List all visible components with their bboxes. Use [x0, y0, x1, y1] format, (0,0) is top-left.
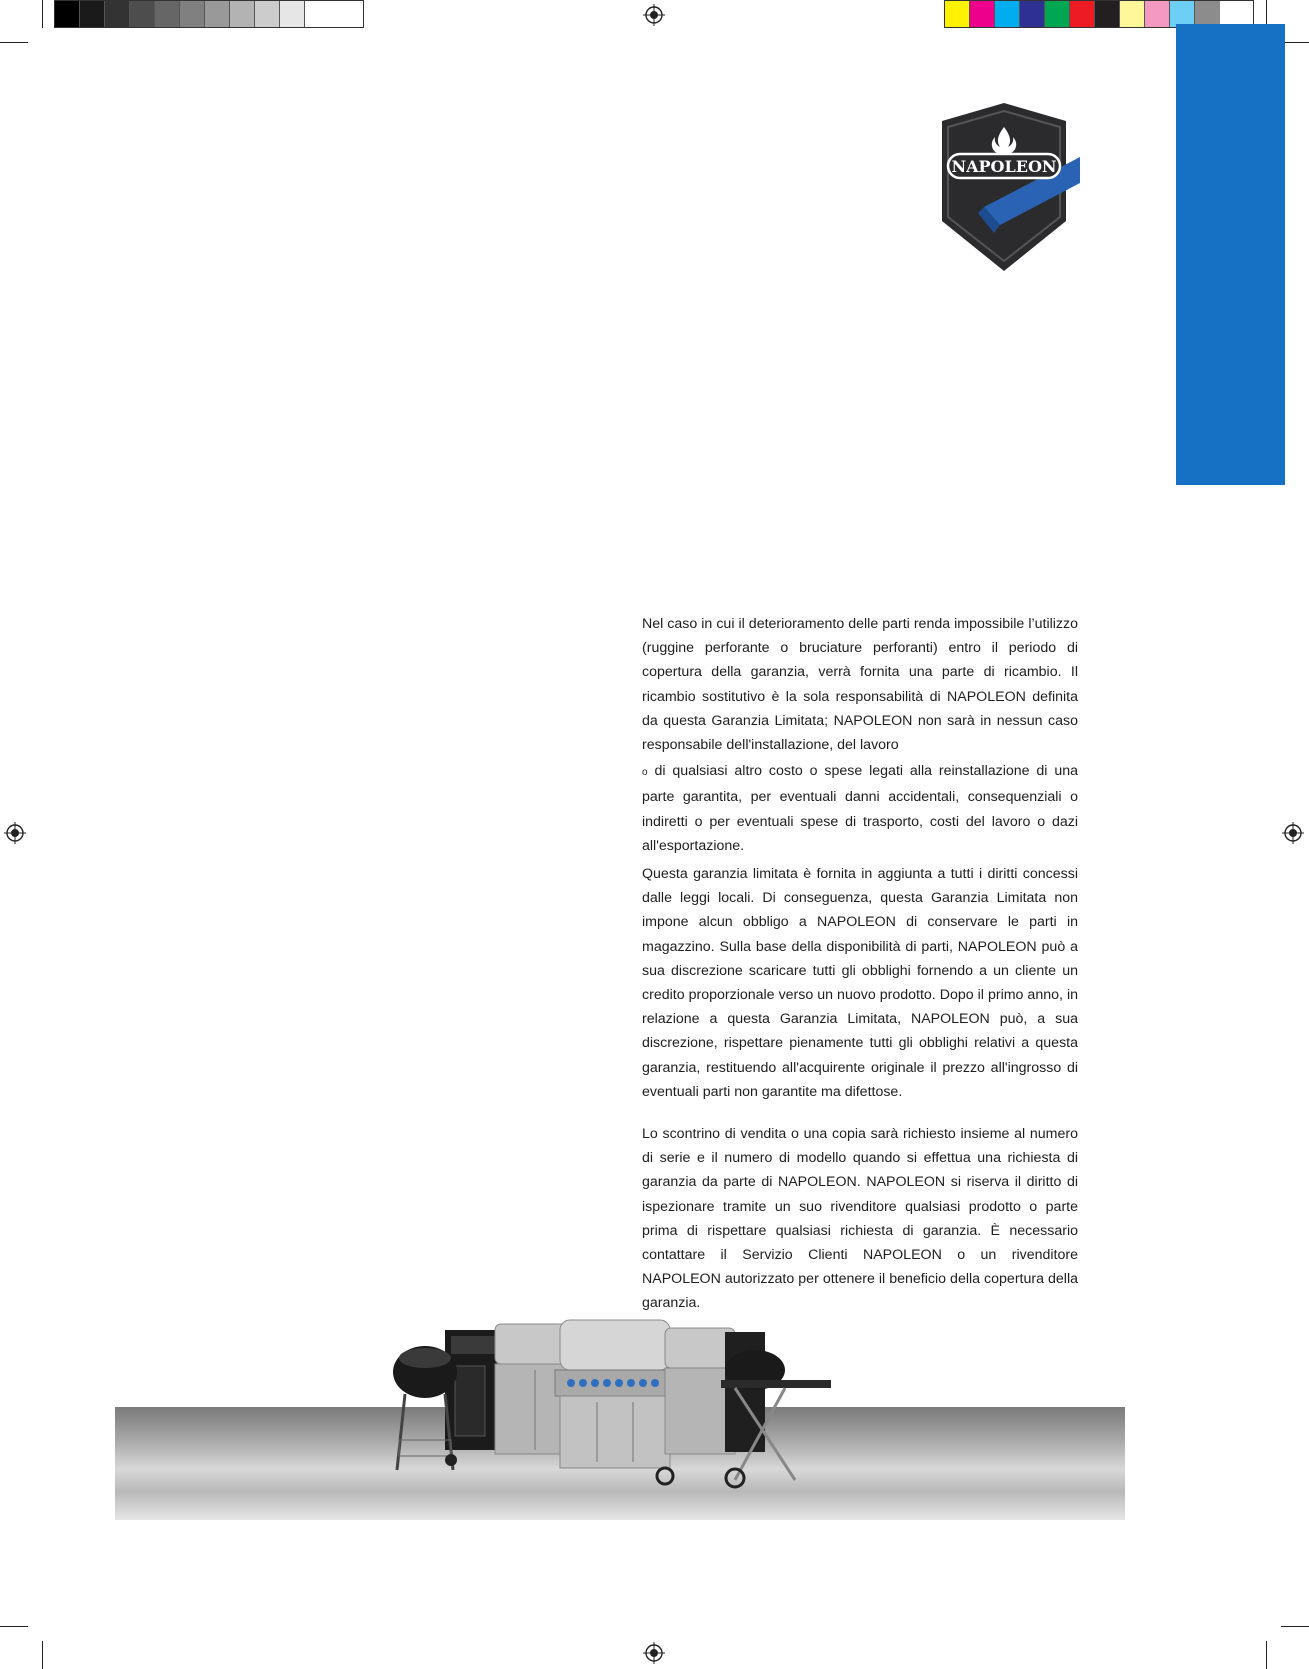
registration-mark-icon	[4, 822, 26, 844]
paragraph-text: di qualsiasi altro costo o spese legati alla reinstallazione di una parte garantita, per eventuali danni accidentali, consequenziali o indiretti o per eventuali spese di trasporto, costi del lavoro o dazi all'esportazione.	[642, 763, 1078, 854]
warranty-text-column	[642, 612, 1078, 1316]
crop-mark	[0, 1626, 28, 1627]
crop-mark	[42, 0, 43, 28]
paragraph: Nel caso in cui il deterioramento delle parti renda impossibile l’utilizzo (ruggine perforante o bruciature perforanti) entro il periodo di copertura della garanzia, verrà fornita una parte di ricambio. Il ricambio sostitutivo è la sola responsabilità di NAPOLEON definita da questa Garanzia Limitata; NAPOLEON non sarà in nessun caso responsabile dell'installazione, del lavoro	[642, 616, 1078, 754]
crop-mark	[0, 42, 28, 43]
grayscale-color-bar	[54, 0, 364, 28]
color-swatch	[55, 1, 80, 27]
crop-mark	[1281, 42, 1309, 43]
registration-mark-icon	[643, 4, 665, 26]
crop-mark	[1266, 1641, 1267, 1669]
color-swatch	[1120, 1, 1145, 27]
color-swatch	[230, 1, 255, 27]
napoleon-logo	[934, 99, 1084, 275]
paragraph	[642, 759, 1078, 858]
color-swatch	[1020, 1, 1045, 27]
color-swatch	[180, 1, 205, 27]
color-swatch	[1145, 1, 1170, 27]
registration-mark-icon	[1282, 822, 1304, 844]
blue-side-tab	[1176, 24, 1285, 485]
color-swatch	[130, 1, 155, 27]
color-swatch	[280, 1, 305, 27]
color-swatch	[1095, 1, 1120, 27]
color-swatch	[945, 1, 970, 27]
color-swatch	[155, 1, 180, 27]
color-swatch	[1070, 1, 1095, 27]
grill-lineup-image	[385, 1310, 845, 1490]
color-swatch	[80, 1, 105, 27]
color-swatch	[205, 1, 230, 27]
color-swatch	[255, 1, 280, 27]
crop-mark	[42, 1641, 43, 1669]
color-swatch	[105, 1, 130, 27]
color-swatch	[305, 1, 330, 27]
registration-mark-icon	[643, 1642, 665, 1664]
paragraph: Questa garanzia limitata è fornita in aggiunta a tutti i diritti concessi dalle leggi locali. Di conseguenza, questa Garanzia Limitata non impone alcun obbligo a NAPOLEON di conservare le parti in magazzino. Sulla base della disponibilità di parti, NAPOLEON può a sua discrezione scaricare tutti gli obblighi fornendo a un cliente un credito proporzionale verso un nuovo prodotto. Dopo il primo anno, in relazione a questa Garanzia Limitata, NAPOLEON può, a sua discrezione, rispettare pienamente tutti gli obblighi relativi a questa garanzia, restituendo all'acquirente originale il prezzo all'ingrosso di eventuali parti non garantite ma difettose.	[642, 866, 1078, 1100]
color-swatch	[995, 1, 1020, 27]
crop-mark	[1281, 1626, 1309, 1627]
color-swatch	[970, 1, 995, 27]
color-swatch	[1045, 1, 1070, 27]
logo-wordmark: NAPOLEON	[951, 157, 1057, 176]
paragraph: Lo scontrino di vendita o una copia sarà richiesto insieme al numero di serie e il numero di modello quando si effettua una richiesta di garanzia da parte di NAPOLEON. NAPOLEON si riserva il diritto di ispezionare tramite un suo rivenditore qualsiasi prodotto o parte prima di rispettare qualsiasi richiesta di garanzia. È necessario contattare il Servizio Clienti NAPOLEON o un rivenditore NAPOLEON autorizzato per ottenere il beneficio della copertura della garanzia.	[642, 1126, 1078, 1312]
paragraph-lead-mark: o	[642, 767, 648, 779]
